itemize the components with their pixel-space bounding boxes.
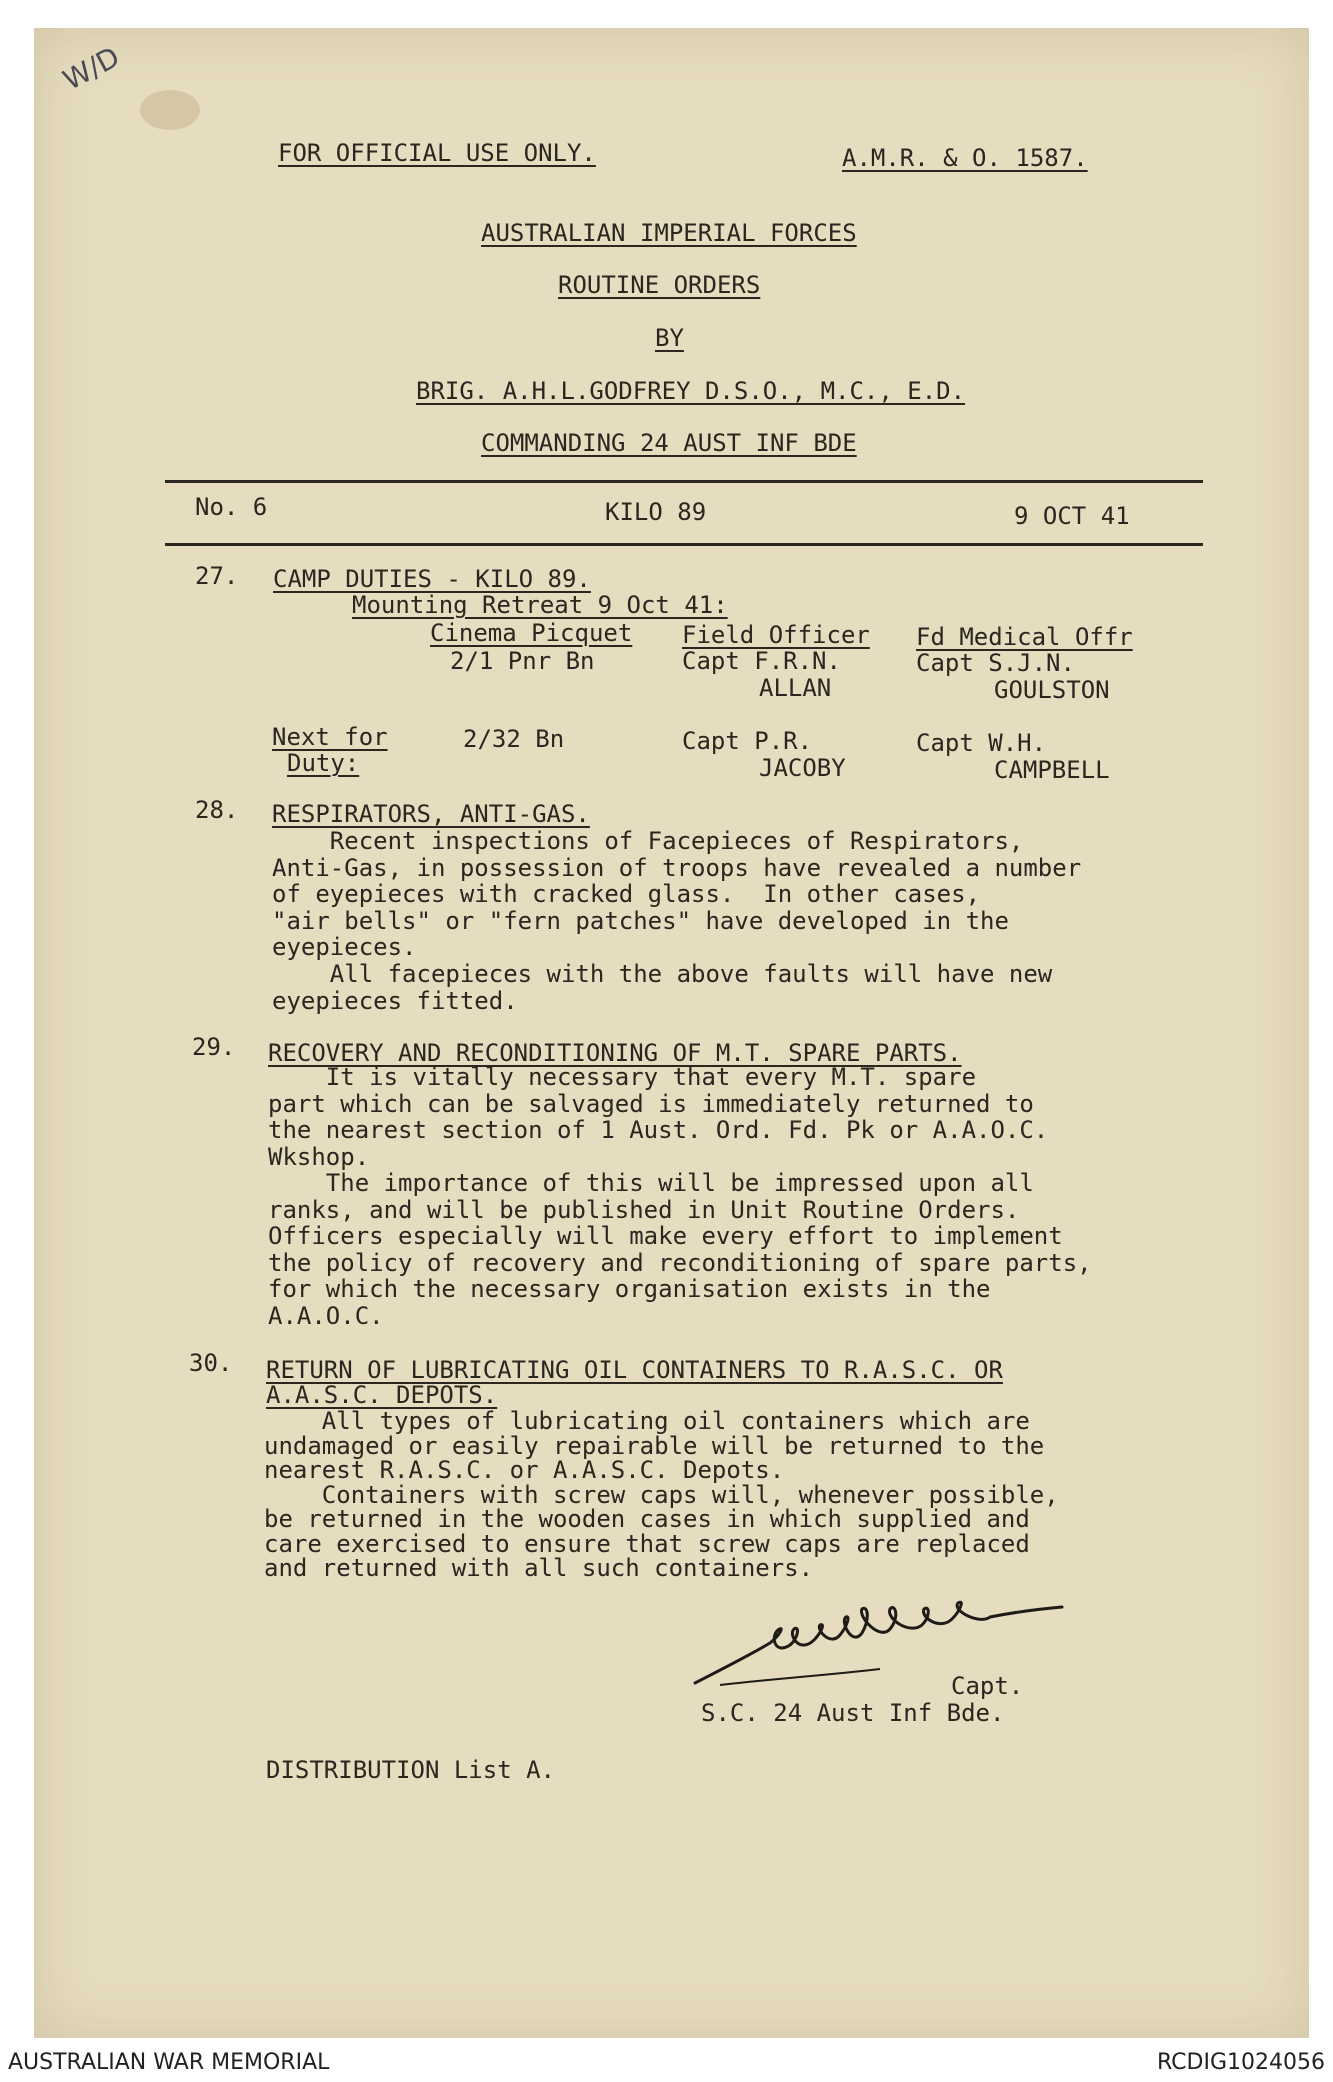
- row1-medical-officer-surname: GOULSTON: [994, 676, 1110, 704]
- item-28-number: 28.: [195, 796, 239, 824]
- order-date: 9 OCT 41: [1014, 502, 1130, 530]
- body-line: All types of lubricating oil containers which are: [264, 1407, 1030, 1435]
- signature-rank: Capt.: [951, 1672, 1024, 1700]
- body-line: Wkshop.: [268, 1142, 370, 1171]
- paper-stain: [140, 90, 200, 130]
- row2-unit: 2/32 Bn: [463, 725, 565, 753]
- body-line: for which the necessary organisation exists in the: [268, 1275, 991, 1303]
- body-line: Recent inspections of Facepieces of Respirators,: [272, 827, 1024, 855]
- rule-top: [165, 480, 1203, 483]
- body-line: The importance of this will be impressed upon all: [268, 1169, 1034, 1197]
- body-line: All facepieces with the above faults will have new: [272, 960, 1053, 988]
- body-line: Containers with screw caps will, whenever possible,: [264, 1480, 1059, 1509]
- order-reference: A.M.R. & O. 1587.: [842, 144, 1088, 172]
- footer-left: AUSTRALIAN WAR MEMORIAL: [8, 2050, 330, 2075]
- row2-medical-officer-surname: CAMPBELL: [994, 756, 1110, 784]
- body-line: It is vitally necessary that every M.T. spare: [268, 1063, 977, 1091]
- item-30-number: 30.: [189, 1349, 233, 1377]
- item-27-subtitle: Mounting Retreat 9 Oct 41:: [352, 591, 728, 619]
- item-27-title: CAMP DUTIES - KILO 89.: [273, 565, 591, 593]
- security-marking: FOR OFFICIAL USE ONLY.: [278, 139, 596, 167]
- body-line: part which can be salvaged is immediately returned to: [268, 1089, 1034, 1118]
- row2-field-officer-surname: JACOBY: [759, 754, 846, 782]
- body-line: the nearest section of 1 Aust. Ord. Fd. Pk or A.A.O.C.: [268, 1116, 1049, 1144]
- handwritten-mark: W/D: [57, 40, 125, 97]
- next-for-duty-label-2: Duty:: [287, 749, 360, 777]
- row1-field-officer-surname: ALLAN: [759, 674, 832, 702]
- order-number: No. 6: [195, 493, 268, 521]
- title-line-2: ROUTINE ORDERS: [558, 271, 761, 299]
- body-line: ranks, and will be published in Unit Routine Orders.: [268, 1195, 1020, 1224]
- row1-field-officer: Capt F.R.N.: [682, 647, 841, 675]
- body-line: and returned with all such containers.: [264, 1554, 814, 1582]
- body-line: Anti-Gas, in possession of troops have revealed a number: [272, 853, 1082, 882]
- body-line: A.A.O.C.: [268, 1301, 384, 1330]
- item-28-title: RESPIRATORS, ANTI-GAS.: [272, 800, 590, 828]
- title-line-1: AUSTRALIAN IMPERIAL FORCES: [481, 219, 857, 247]
- row1-unit: 2/1 Pnr Bn: [450, 647, 595, 675]
- col-fd-medical-offr: Fd Medical Offr: [916, 623, 1133, 651]
- title-line-4: BRIG. A.H.L.GODFREY D.S.O., M.C., E.D.: [416, 377, 966, 405]
- row2-field-officer: Capt P.R.: [682, 727, 813, 755]
- rule-bottom: [165, 543, 1203, 546]
- item-30-title-continued: A.A.S.C. DEPOTS.: [266, 1381, 498, 1409]
- body-line: nearest R.A.S.C. or A.A.S.C. Depots.: [264, 1456, 785, 1484]
- next-for-duty-label-1: Next for: [272, 723, 388, 751]
- body-line: the policy of recovery and reconditioning of spare parts,: [268, 1248, 1092, 1277]
- item-29-title: RECOVERY AND RECONDITIONING OF M.T. SPARE PARTS.: [268, 1039, 962, 1067]
- order-place: KILO 89: [605, 498, 707, 526]
- col-cinema-picquet: Cinema Picquet: [430, 619, 633, 647]
- col-field-officer: Field Officer: [682, 621, 870, 649]
- body-line: undamaged or easily repairable will be returned to the: [264, 1431, 1045, 1460]
- item-29-number: 29.: [192, 1033, 236, 1061]
- body-line: of eyepieces with cracked glass. In other cases,: [272, 880, 981, 909]
- footer-right: RCDIG1024056: [1156, 2050, 1325, 2075]
- body-line: eyepieces.: [272, 933, 417, 962]
- body-line: eyepieces fitted.: [272, 986, 518, 1015]
- body-line: be returned in the wooden cases in which supplied and: [264, 1505, 1030, 1533]
- distribution: DISTRIBUTION List A.: [266, 1756, 555, 1784]
- title-line-5: COMMANDING 24 AUST INF BDE: [481, 429, 857, 457]
- row2-medical-officer: Capt W.H.: [916, 729, 1047, 757]
- item-30-title: RETURN OF LUBRICATING OIL CONTAINERS TO R.A.S.C. OR: [266, 1356, 1003, 1384]
- body-line: care exercised to ensure that screw caps are replaced: [264, 1529, 1030, 1558]
- item-27-number: 27.: [195, 562, 239, 590]
- body-line: Officers especially will make every effort to implement: [268, 1222, 1063, 1250]
- row1-medical-officer: Capt S.J.N.: [916, 649, 1075, 677]
- body-line: "air bells" or "fern patches" have developed in the: [272, 906, 1009, 935]
- title-line-3: BY: [655, 324, 684, 352]
- signature-appointment: S.C. 24 Aust Inf Bde.: [701, 1699, 1005, 1727]
